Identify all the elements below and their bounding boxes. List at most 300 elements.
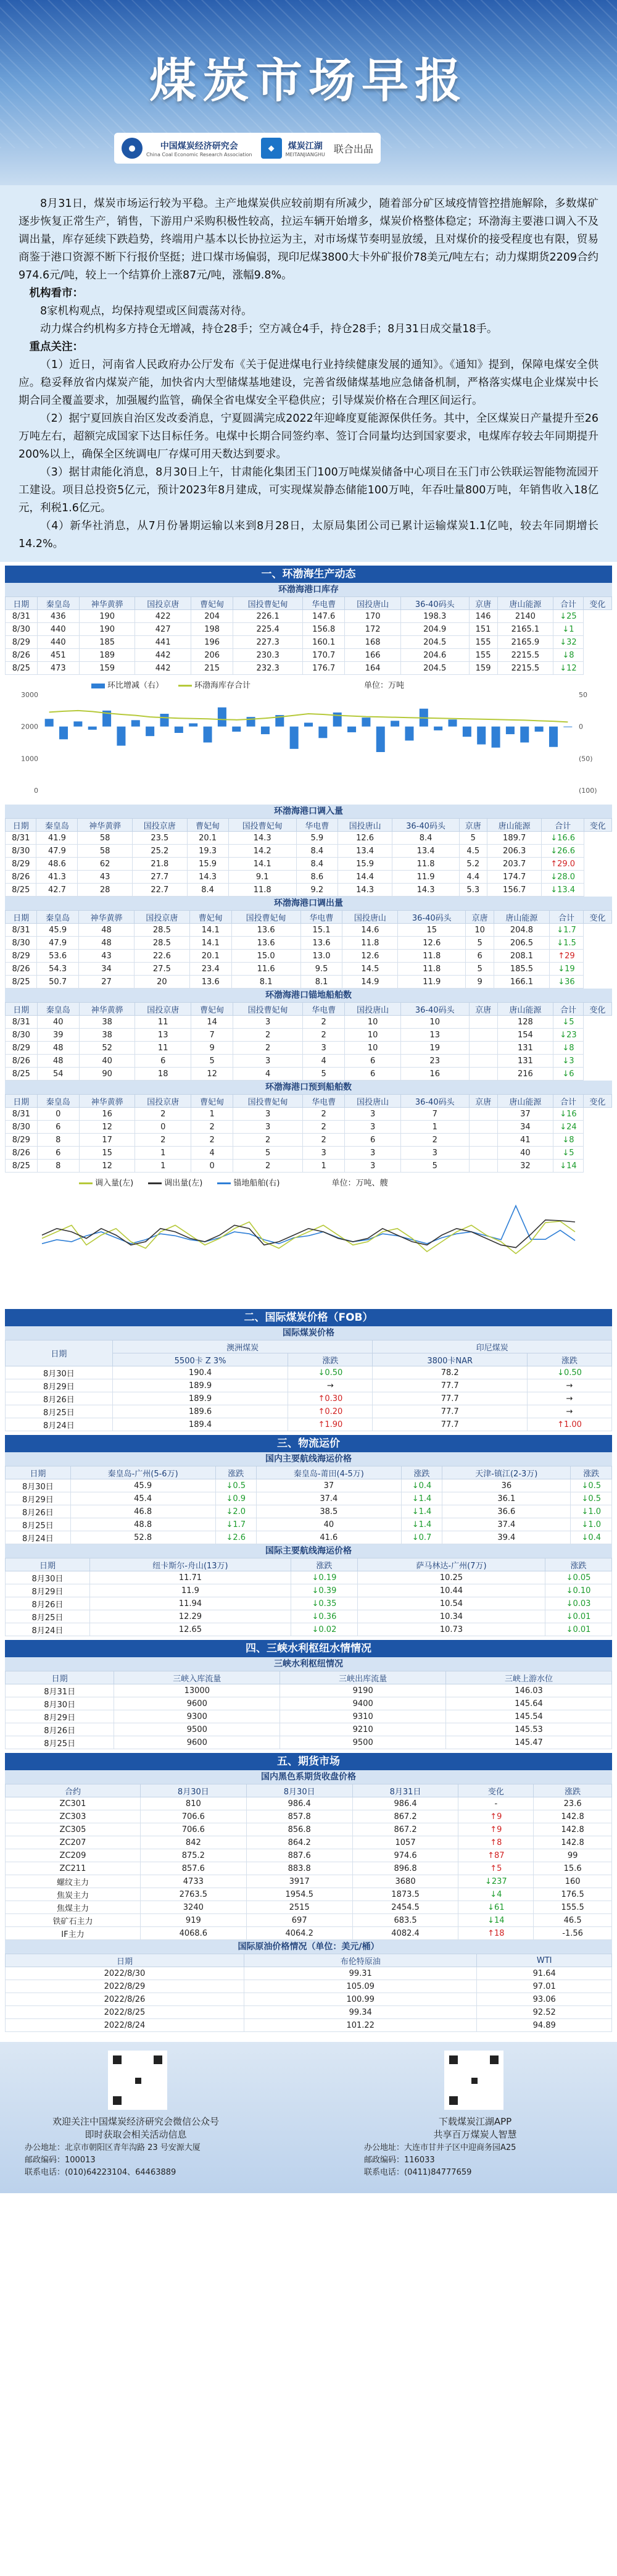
table-cell: 189.9 <box>112 1392 288 1405</box>
inflow-table <box>5 818 612 897</box>
col-header: 3800卡NAR <box>373 1353 528 1366</box>
summary-paragraph: 8月31日，煤炭市场运行较为平稳。主产地煤炭供应较前期有所减少，随着部分矿区域疫情管控措施解除，多数煤矿逐步恢复正常生产，销售，下游用户采购积极性较高，拉运车辆开始增多，煤炭价格整体稳定；环渤海主要港口调入不及调出量，库存延续下跌趋势，终端用户基本以长协拉运为主，对市场煤节奏明显放缓，且对煤价的接受程度也有限，贸易商鉴于港口资源不断下行报价坚挺；进口煤市场偏弱，现印尼煤3800大卡外矿报价78美元/吨左右；动力煤期货2209合约974.6元/吨，较上一个结算价上涨87元/吨，涨幅9.8%。 <box>19 198 598 282</box>
summary-paragraph: （4）新华社消息，从7月份暑期运输以来到8月28日，太原局集团公司已累计运输煤炭1.1亿吨，较去年同期增长14.2%。 <box>19 520 598 550</box>
table-cell: 20 <box>134 976 189 989</box>
table-cell: ↓0.05 <box>545 1571 612 1584</box>
table-cell: ↓0.10 <box>545 1584 612 1597</box>
table-cell: 683.5 <box>352 1914 458 1927</box>
table-cell: 8 <box>37 1134 79 1147</box>
table-cell: 8/25 <box>6 884 36 897</box>
table-cell: 3 <box>400 1147 469 1160</box>
table-cell: ↓8 <box>553 1042 584 1055</box>
table-row <box>6 2006 612 2019</box>
table-cell: 896.8 <box>352 1862 458 1875</box>
table-cell: 1 <box>400 1121 469 1134</box>
table-cell: 螺纹主力 <box>6 1875 141 1888</box>
table-cell: 20.1 <box>187 832 228 845</box>
col-header: 涨跌 <box>215 1466 256 1479</box>
table-cell: 12 <box>79 1160 135 1173</box>
outflow-table <box>5 910 612 989</box>
table-cell: 8/31 <box>6 832 36 845</box>
table-cell: ↓12 <box>553 662 584 675</box>
table-cell: 3 <box>345 1121 401 1134</box>
table-cell: → <box>528 1405 612 1418</box>
y-tick-label: 1000 <box>21 755 38 763</box>
col-header: 神华黄骅 <box>79 1095 135 1108</box>
col-header: 涨跌 <box>528 1353 612 1366</box>
table-cell: ZC209 <box>6 1849 141 1862</box>
table-cell: 焦炭主力 <box>6 1888 141 1901</box>
table-cell: 8.1 <box>231 976 300 989</box>
table-cell: 3 <box>345 1160 401 1173</box>
chart-legend <box>91 679 404 690</box>
table-cell: ↑0.20 <box>288 1405 373 1418</box>
table-cell: 3 <box>345 1147 401 1160</box>
table-title: 环渤海港口调出量 <box>5 897 612 910</box>
table-cell: 99.34 <box>244 2006 476 2019</box>
table-cell: 100.99 <box>244 1993 476 2006</box>
table-cell: 8月26日 <box>6 1392 113 1405</box>
table-cell: 5.9 <box>296 832 337 845</box>
table-title: 国内主要航线海运价格 <box>5 1452 612 1466</box>
table-cell: 142.8 <box>534 1810 612 1823</box>
table-cell: 1 <box>191 1108 233 1121</box>
table-cell: ↓0.5 <box>215 1479 256 1492</box>
table-row <box>6 1888 612 1901</box>
table-cell: 10.25 <box>357 1571 545 1584</box>
table-cell: 77.7 <box>373 1418 528 1431</box>
table-row <box>6 976 612 989</box>
table-cell: 4.4 <box>459 871 487 884</box>
bar <box>175 727 183 733</box>
table-row <box>6 1849 612 1862</box>
table-row <box>6 845 612 858</box>
table-cell: 10.44 <box>357 1584 545 1597</box>
table-cell <box>469 1068 497 1081</box>
series-line <box>49 711 568 722</box>
table-cell: 62 <box>78 858 133 871</box>
table-cell: 41.9 <box>36 832 78 845</box>
table-cell: 168 <box>345 636 401 649</box>
table-cell: 190.4 <box>112 1366 288 1379</box>
table-cell: 8/26 <box>6 649 38 662</box>
table-cell: 4 <box>233 1068 303 1081</box>
table-row <box>6 623 612 636</box>
table-cell: 2454.5 <box>352 1901 458 1914</box>
ccera-name: 中国煤炭经济研究会 <box>160 141 238 151</box>
bar <box>218 708 226 727</box>
table-cell: 15.9 <box>187 858 228 871</box>
table-cell: 14.3 <box>337 884 392 897</box>
table-cell: 48 <box>37 1055 79 1068</box>
bar <box>45 719 54 726</box>
bar <box>204 727 212 743</box>
table-cell: 9 <box>191 1042 233 1055</box>
table-cell: 11.94 <box>89 1597 291 1610</box>
summary-paragraph: 8家机构观点，均保持观望或区间震荡对待。 <box>40 305 252 317</box>
table-cell: 15 <box>398 924 466 937</box>
col-header: 京唐 <box>459 819 487 832</box>
table-cell: ↓1.4 <box>401 1505 442 1518</box>
table-cell: 436 <box>37 610 79 623</box>
table-cell: 8/30 <box>6 845 36 858</box>
table-cell: 196 <box>191 636 233 649</box>
table-cell: 204.6 <box>400 649 469 662</box>
table-row <box>6 1016 612 1029</box>
legend-item <box>148 1176 202 1188</box>
bar <box>160 714 168 727</box>
table-row <box>6 1479 612 1492</box>
table-cell: ↓0.7 <box>401 1531 442 1544</box>
table-cell: 28.5 <box>134 937 189 950</box>
table-cell: 10.34 <box>357 1610 545 1623</box>
table-cell: 13 <box>135 1029 191 1042</box>
col-header: 三峡上游水位 <box>446 1671 612 1684</box>
table-cell: 45.4 <box>70 1492 215 1505</box>
table-cell: 10 <box>345 1029 401 1042</box>
contact-line: 联系电话：(0411)84777659 <box>364 2168 472 2177</box>
col-header: 合计 <box>553 1003 584 1016</box>
domestic-freight-table <box>5 1466 612 1544</box>
table-cell: 8月24日 <box>6 1531 71 1544</box>
table-cell: 77.7 <box>373 1379 528 1392</box>
col-header: 神华黄骅 <box>79 911 135 924</box>
table-cell: ↓23 <box>553 1029 584 1042</box>
table-row <box>6 1518 612 1531</box>
table-cell: 3 <box>233 1121 303 1134</box>
contact-line: 办公地址：北京市朝阳区青年沟路 23 号安源大厦 <box>25 2143 201 2152</box>
table-cell: 3 <box>233 1016 303 1029</box>
table-cell: 427 <box>135 623 191 636</box>
table-cell: 78.2 <box>373 1366 528 1379</box>
table-cell: 27 <box>79 976 135 989</box>
intl-freight-table <box>5 1558 612 1636</box>
table-cell: 10 <box>345 1016 401 1029</box>
table-cell: 13 <box>400 1029 469 1042</box>
table-cell: 48 <box>79 937 135 950</box>
table-cell: ↓0.4 <box>571 1531 612 1544</box>
table-cell: 160.1 <box>303 636 345 649</box>
bar <box>146 727 154 737</box>
table-cell: ↓1.0 <box>571 1505 612 1518</box>
table-cell: 8月29日 <box>6 1492 71 1505</box>
legend-item <box>217 1176 280 1188</box>
bar <box>362 717 370 726</box>
table-cell: ↓6 <box>553 1068 584 1081</box>
col-header: 萨马林达-广州(7万) <box>357 1558 545 1571</box>
table-cell: 8月24日 <box>6 1418 113 1431</box>
table-cell: 8月29日 <box>6 1710 114 1723</box>
col-header: 曹妃甸 <box>191 1003 233 1016</box>
table-cell: 206 <box>191 649 233 662</box>
app-qr-code[interactable] <box>444 2051 503 2110</box>
col-header: 8月30日 <box>246 1784 352 1797</box>
table-cell: ZC301 <box>6 1797 141 1810</box>
table-cell: 6 <box>37 1147 79 1160</box>
table-cell: 50.7 <box>37 976 79 989</box>
contact-line: 办公地址：大连市甘井子区中迎商务园A25 <box>364 2143 516 2152</box>
table-cell: 6 <box>345 1068 401 1081</box>
table-cell: 8月29日 <box>6 1379 113 1392</box>
table-cell: ↓61 <box>458 1901 534 1914</box>
table-cell: ↓24 <box>553 1121 584 1134</box>
col-header: 神华黄骅 <box>78 819 133 832</box>
table-cell: 156.7 <box>487 884 542 897</box>
caption-line: 即时获取会相关活动信息 <box>85 2129 187 2140</box>
table-cell: 3 <box>303 1147 345 1160</box>
table-row <box>6 937 612 950</box>
table-cell: ↑87 <box>458 1849 534 1862</box>
bar <box>73 721 82 726</box>
col-header: 日期 <box>6 1003 38 1016</box>
table-cell: 8/26 <box>6 1147 38 1160</box>
col-header: 涨跌 <box>571 1466 612 1479</box>
table-cell: 8/31 <box>6 610 38 623</box>
table-cell: 9310 <box>280 1710 446 1723</box>
table-cell: 19 <box>400 1042 469 1055</box>
col-header: 唐山能源 <box>487 819 542 832</box>
table-cell: 2 <box>233 1134 303 1147</box>
col-header: 国投曹妃甸 <box>233 597 303 610</box>
table-cell: 2 <box>191 1134 233 1147</box>
table-cell: 189 <box>79 649 135 662</box>
table-cell: 174.7 <box>487 871 542 884</box>
table-cell: 17 <box>79 1134 135 1147</box>
table-title: 三峡水利枢纽情况 <box>5 1657 612 1671</box>
table-cell <box>469 1134 497 1147</box>
table-cell: 8/26 <box>6 1055 38 1068</box>
table-cell: ↓0.19 <box>291 1571 357 1584</box>
table-cell: 4 <box>303 1055 345 1068</box>
table-row <box>6 871 612 884</box>
table-cell: 9.5 <box>300 963 342 976</box>
inventory-table <box>5 596 612 675</box>
table-title: 环渤海港口库存 <box>5 583 612 596</box>
table-cell: 864.2 <box>246 1836 352 1849</box>
table-title: 国际主要航线海运价格 <box>5 1544 612 1558</box>
table-cell: 8/25 <box>6 1160 38 1173</box>
col-header: 变化 <box>458 1784 534 1797</box>
table-row <box>6 1029 612 1042</box>
inventory-chart <box>5 675 612 805</box>
table-cell: 2763.5 <box>140 1888 246 1901</box>
table-cell: 15 <box>79 1147 135 1160</box>
table-cell: 8月30日 <box>6 1479 71 1492</box>
table-cell: 11.9 <box>89 1584 291 1597</box>
table-cell: 48.8 <box>70 1518 215 1531</box>
bar <box>347 727 356 732</box>
table-cell: 2165.9 <box>497 636 553 649</box>
table-cell: 198 <box>191 623 233 636</box>
table-cell: 9600 <box>114 1697 280 1710</box>
table-cell: 41.3 <box>36 871 78 884</box>
col-header: 5500卡 Z 3% <box>112 1353 288 1366</box>
futures-table <box>5 1784 612 1940</box>
table-cell: 11.9 <box>398 976 466 989</box>
table-cell: 0 <box>191 1160 233 1173</box>
table-cell: 4068.6 <box>140 1927 246 1940</box>
table-row <box>6 1875 612 1888</box>
table-cell: 8/25 <box>6 662 38 675</box>
table-cell: 145.53 <box>446 1723 612 1736</box>
table-cell: 9190 <box>280 1684 446 1697</box>
table-cell: 54 <box>37 1068 79 1081</box>
table-cell: 11 <box>135 1042 191 1055</box>
section-header: 五、期货市场 <box>5 1753 612 1770</box>
table-cell: 14 <box>191 1016 233 1029</box>
col-header: 36-40码头 <box>400 1095 469 1108</box>
table-cell: ↓0.01 <box>545 1610 612 1623</box>
table-cell: 226.1 <box>233 610 303 623</box>
col-header: 京唐 <box>469 1095 497 1108</box>
table-cell: 2022/8/24 <box>6 2019 244 2032</box>
table-cell: 204.8 <box>494 924 549 937</box>
mtjh-logo <box>261 138 325 159</box>
table-cell: ↓0.50 <box>528 1366 612 1379</box>
table-cell: 37 <box>256 1479 401 1492</box>
table-cell: ↓26.6 <box>542 845 584 858</box>
table-row <box>6 950 612 963</box>
summary-paragraph: 动力煤合约机构多方持仓无增减，持仓28手；空方减仓4手，持仓28手；8月31日成交量18手。 <box>40 323 498 335</box>
table-cell: ZC211 <box>6 1862 141 1875</box>
table-cell: 230.3 <box>233 649 303 662</box>
summary-paragraph: （1）近日，河南省人民政府办公厅发布《关于促进煤电行业持续健康发展的通知》。《通知》提到，保障电煤安全供应。稳妥释放省内煤炭产能，加快省内大型储煤基地建设，完善省级储煤基地应急储备机制，严格落实煤电企业煤炭中长期合同全覆盖要求，加强履约监管，确保全省电煤安全平稳供应；引导煤炭价格在合理区间运行。 <box>19 359 598 407</box>
col-header: 变化 <box>583 1003 611 1016</box>
table-cell: 2 <box>233 1042 303 1055</box>
bar <box>290 727 299 749</box>
table-cell: 8月25日 <box>6 1736 114 1749</box>
y-tick-label: 0 <box>579 722 583 731</box>
bar <box>520 727 529 743</box>
col-header: 涨跌 <box>288 1353 373 1366</box>
table-cell: ↓4 <box>458 1888 534 1901</box>
table-cell: 10 <box>345 1042 401 1055</box>
col-header: 涨跌 <box>291 1558 357 1571</box>
col-header: 国投京唐 <box>134 911 189 924</box>
table-cell: 131 <box>497 1055 553 1068</box>
col-header: 日期 <box>6 1558 90 1571</box>
table-cell: 8/30 <box>6 1121 38 1134</box>
oil-table <box>5 1954 612 2032</box>
table-row <box>6 1810 612 1823</box>
table-cell: 14.2 <box>228 845 296 858</box>
col-header: 秦皇岛 <box>36 819 78 832</box>
col-header: 神华黄骅 <box>79 597 135 610</box>
bar <box>506 727 515 734</box>
col-header: 日期 <box>6 1340 113 1366</box>
col-header: 日期 <box>6 1671 114 1684</box>
bar <box>232 727 241 732</box>
table-cell: 8月25日 <box>6 1405 113 1418</box>
table-cell: 8月30日 <box>6 1571 90 1584</box>
table-cell: ↑9 <box>458 1823 534 1836</box>
table-cell: 697 <box>246 1914 352 1927</box>
table-cell: 0 <box>37 1108 79 1121</box>
table-cell: 8/26 <box>6 871 36 884</box>
col-header: 合约 <box>6 1784 141 1797</box>
table-cell: 473 <box>37 662 79 675</box>
table-cell: 8/29 <box>6 950 37 963</box>
table-cell: 8月31日 <box>6 1684 114 1697</box>
col-header: 京唐 <box>469 1003 497 1016</box>
table-cell: 93.06 <box>477 1993 612 2006</box>
table-cell: ↓28.0 <box>542 871 584 884</box>
table-cell: 1873.5 <box>352 1888 458 1901</box>
scheduled-table <box>5 1094 612 1173</box>
table-cell: 189.4 <box>112 1418 288 1431</box>
table-cell: 6 <box>135 1055 191 1068</box>
table-cell: ↓14 <box>553 1160 584 1173</box>
table-cell: 58 <box>78 832 133 845</box>
table-cell: 23.4 <box>189 963 231 976</box>
table-cell: ↑29.0 <box>542 858 584 871</box>
wechat-qr-code[interactable] <box>108 2051 167 2110</box>
table-cell: 3680 <box>352 1875 458 1888</box>
col-header: 国投曹妃甸 <box>228 819 296 832</box>
table-cell: → <box>528 1392 612 1405</box>
table-cell: 52 <box>79 1042 135 1055</box>
table-cell: 8/31 <box>6 1108 38 1121</box>
table-cell: 16 <box>400 1068 469 1081</box>
table-cell: 5 <box>459 832 487 845</box>
table-title: 国际原油价格情况（单位：美元/桶） <box>5 1940 612 1954</box>
table-row <box>6 1736 612 1749</box>
table-cell: 10.73 <box>357 1623 545 1636</box>
table-cell: 189.7 <box>487 832 542 845</box>
table-cell: 8.6 <box>296 871 337 884</box>
table-cell: 2 <box>191 1121 233 1134</box>
table-cell: 216 <box>497 1068 553 1081</box>
table-cell: ↑18 <box>458 1927 534 1940</box>
table-cell: 9210 <box>280 1723 446 1736</box>
table-cell: 190 <box>79 610 135 623</box>
table-cell: 867.2 <box>352 1823 458 1836</box>
table-cell: 18 <box>135 1068 191 1081</box>
table-cell: 8月29日 <box>6 1584 90 1597</box>
table-cell: ↓0.36 <box>291 1610 357 1623</box>
table-cell: 2 <box>303 1134 345 1147</box>
fob-table <box>5 1340 612 1431</box>
table-cell: 11.71 <box>89 1571 291 1584</box>
table-cell: 155 <box>469 649 497 662</box>
table-cell: 8月30日 <box>6 1366 113 1379</box>
table-cell: ↑8 <box>458 1836 534 1849</box>
table-cell: 451 <box>37 649 79 662</box>
table-cell: 4 <box>191 1147 233 1160</box>
table-cell: 2 <box>135 1108 191 1121</box>
table-cell: 8/31 <box>6 924 37 937</box>
table-cell: 45.9 <box>37 924 79 937</box>
table-cell: 43 <box>79 950 135 963</box>
table-cell: 52.8 <box>70 1531 215 1544</box>
table-cell: 37.4 <box>256 1492 401 1505</box>
table-cell: 7 <box>191 1029 233 1042</box>
section-header: 三、物流运价 <box>5 1435 612 1452</box>
table-cell: 2215.5 <box>497 662 553 675</box>
table-cell: 8/30 <box>6 1029 38 1042</box>
table-cell: ↓13.4 <box>542 884 584 897</box>
table-cell: 2022/8/30 <box>6 1967 244 1980</box>
table-cell: 42.7 <box>36 884 78 897</box>
table-cell: 11.8 <box>392 858 459 871</box>
table-row <box>6 1068 612 1081</box>
table-cell <box>469 1029 497 1042</box>
table-cell: 166 <box>345 649 401 662</box>
table-cell: 99 <box>534 1849 612 1862</box>
table-row <box>6 924 612 937</box>
table-cell: 15.9 <box>337 858 392 871</box>
table-cell: 47.9 <box>37 937 79 950</box>
